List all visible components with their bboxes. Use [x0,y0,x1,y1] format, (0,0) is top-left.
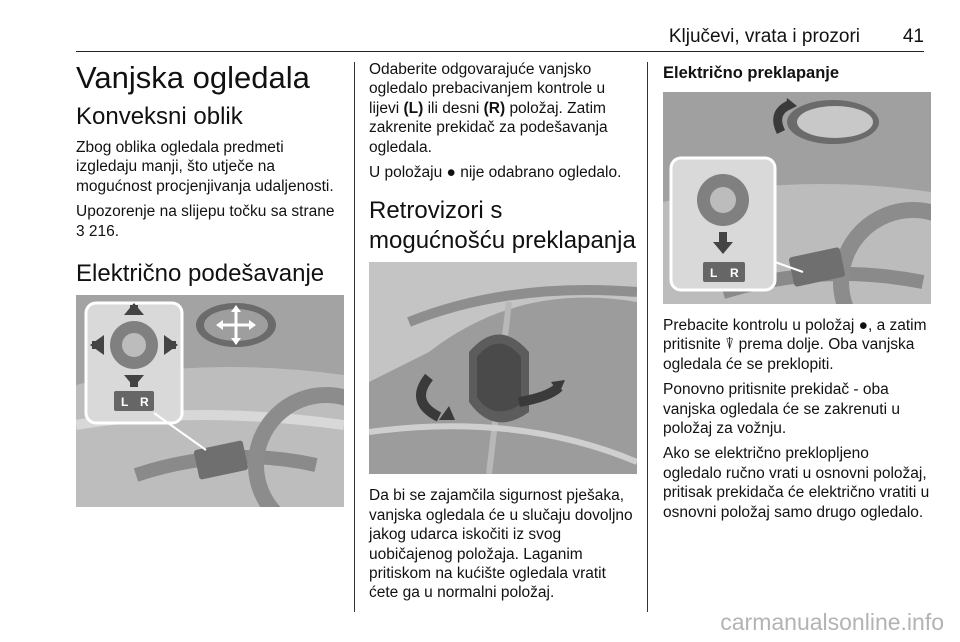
left-label: (L) [403,99,424,117]
convex-paragraph: Zbog oblika ogledala predmeti izgledaju manji, što utječe na mogućnost procjenjivanja udaljenosti. [76,139,334,195]
blind-spot-paragraph [76,202,344,241]
select-text-c: položaj. Zatim zakrenite prekidač za podešavanja ogledala. [369,99,608,156]
blind-spot-text: Upozorenje na slijepu točku sa strane [76,203,335,221]
column-1 [76,60,344,507]
manual-return-paragraph: Ako se električno preklopljeno ogledalo ručno vrati u osnovni položaj, pritisak prekidača će električno vratiti u osnovni položaj samo drugo ogledalo. [663,445,930,521]
electric-fold-illustration [663,92,931,304]
switch-letter-R: R [730,266,739,280]
no-mirror-paragraph: U položaju ● nije odabrano ogledalo. [369,164,622,182]
column-divider-1 [354,62,355,612]
fold-instruction-paragraph: Prebacite kontrolu u položaj ●, a zatim pritisnite ⍒ prema dolje. Oba vanjska ogledala će se preklopiti. [663,317,927,373]
page-number: 41 [902,26,924,47]
unfold-paragraph: Ponovno pritisnite prekidač - oba vanjska ogledala će se zakrenuti u položaj za vožnju. [663,381,900,438]
column-3 [663,60,931,528]
switch-letter-L: L [121,395,129,410]
select-mirror-paragraph [369,60,637,157]
subsection-foldable: Retrovizori s mogućnošću preklapanja [369,197,636,255]
page-reference[interactable]: 3 216. [76,222,120,240]
pedestrian-safety-paragraph: Da bi se zajamčila sigurnost pješaka, vanjska ogledala će u slučaju dovoljno jakog udarca iskočiti iz svog uobičajenog položaja. Laganim pritiskom na kućište ogledala vratit ćete ga u normalni položaj. [369,487,633,602]
select-text-a: Odaberite odgovarajuće vanjsko ogledalo prebacivanjem kontrole u lijevi [369,61,606,117]
column-2 [369,60,637,609]
subsection-electric-adjust: Električno podešavanje [76,260,325,288]
subsection-electric-fold: Električno preklapanje [663,64,840,82]
mirror-adjust-illustration [76,295,344,507]
section-title: Vanjska ogledala [76,60,310,95]
select-text-b: ili desni [427,99,480,117]
switch-letter-R: R [140,395,149,410]
header-title: Ključevi, vrata i prozori [668,26,860,47]
foldable-mirror-illustration [369,262,637,474]
watermark: carmanualsonline.info [720,609,944,635]
switch-letter-L: L [710,266,718,280]
column-divider-2 [647,62,648,612]
page-header [76,26,924,52]
subsection-convex: Konveksni oblik [76,103,243,130]
right-label: (R) [483,99,506,117]
